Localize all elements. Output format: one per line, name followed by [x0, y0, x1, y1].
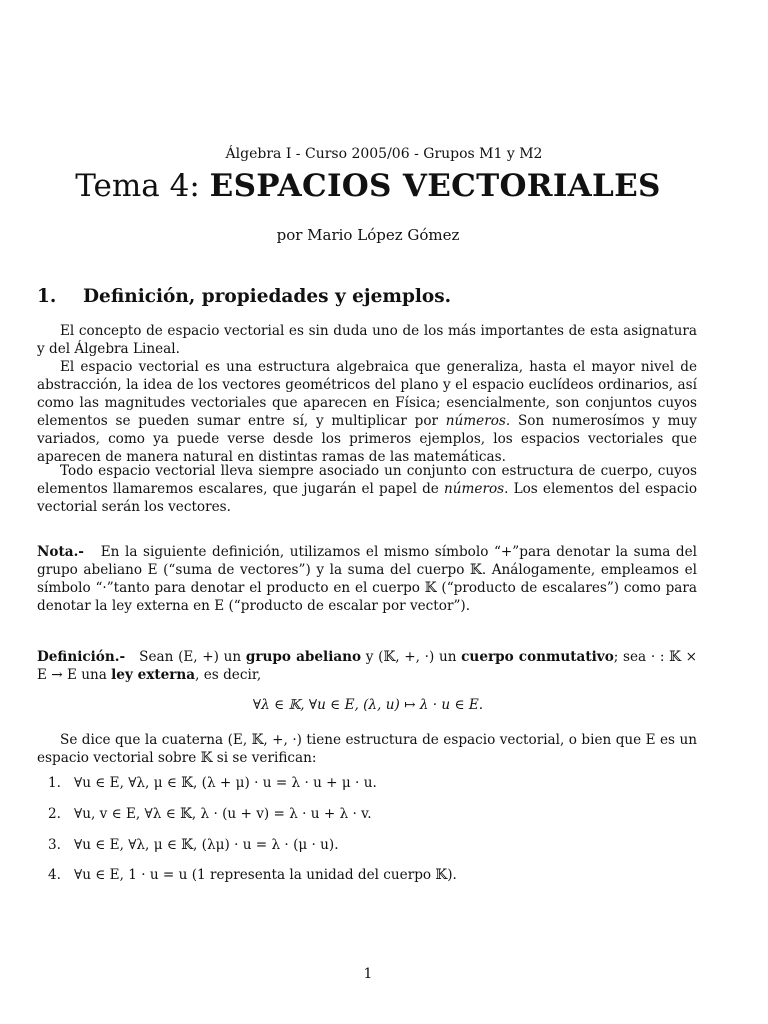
- axiom-item: [48, 775, 377, 791]
- p2-text-b: . Son numerosímos y muy variados, como ya puede verse desde los primeros ejemplos, los espacios vectoriales que aparecen de manera natural en distintas ramas de las matemáticas.: [37, 413, 697, 465]
- definition-text-4: , es decir,: [195, 667, 262, 683]
- axiom-item: [48, 867, 457, 883]
- definition-text-1: Sean (E, +) un: [139, 649, 246, 665]
- p3-text-b: . Los elementos del espacio vectorial serán los vectores.: [37, 481, 698, 515]
- axiom-number: 4.: [48, 867, 61, 883]
- axiom-number: 1.: [48, 775, 61, 791]
- page-number: 1: [363, 966, 373, 982]
- definition-text-3: ; sea · : 𝕂 × E → E una: [37, 649, 697, 683]
- axiom-number: 3.: [48, 837, 61, 853]
- p3-text-a: Todo espacio vectorial lleva siempre asociado un conjunto con estructura de cuerpo, cuyos elementos llamaremos escalares, que jugarán el papel de: [37, 463, 697, 497]
- axiom-text: ∀u ∈ E, ∀λ, μ ∈ 𝕂, (λ + μ) · u = λ · u + μ · u.: [74, 775, 377, 791]
- section-title: Definición, propiedades y ejemplos.: [83, 286, 452, 307]
- axiom-item: [48, 806, 372, 822]
- definition-term-field: cuerpo conmutativo: [461, 649, 614, 665]
- axiom-text: ∀u ∈ E, 1 · u = u (1 representa la unidad del cuerpo 𝕂).: [74, 867, 457, 883]
- axiom-item: [48, 837, 339, 853]
- definition-label: Definición.-: [37, 649, 126, 665]
- course-line: Álgebra I - Curso 2005/06 - Grupos M1 y M2: [225, 146, 543, 162]
- intro-paragraph-1: El concepto de espacio vectorial es sin duda uno de los más importantes de esta asignatura y del Álgebra Lineal.: [37, 323, 697, 357]
- axiom-text: ∀u, v ∈ E, ∀λ ∈ 𝕂, λ · (u + v) = λ · u + λ · v.: [74, 806, 372, 822]
- author-line: por Mario López Gómez: [276, 226, 460, 244]
- definition-block: [37, 648, 697, 684]
- p2-emphasis: números: [445, 413, 506, 429]
- intro-paragraph-2: [37, 358, 697, 466]
- definition-term-law: ley externa: [111, 667, 196, 683]
- note-text: En la siguiente definición, utilizamos el mismo símbolo “+”para denotar la suma del grupo abeliano E (“suma de vectores”) y la suma del cuerpo 𝕂. Análogamente, empleamos el símbolo “·”tanto para denotar el producto en el cuerpo 𝕂 (“producto de escalares”) como para denotar la ley externa en E (“producto de escalar por vector”).: [37, 544, 697, 614]
- page-title: [0, 168, 736, 204]
- definition-text-2: y (𝕂, +, ·) un: [361, 649, 462, 665]
- axiom-number: 2.: [48, 806, 61, 822]
- title-prefix: Tema 4:: [75, 168, 210, 204]
- note-block: [37, 543, 697, 615]
- title-main: ESPACIOS VECTORIALES: [209, 168, 661, 204]
- definition-term-group: grupo abeliano: [245, 649, 362, 665]
- p2-text-a: El espacio vectorial es una estructura algebraica que generaliza, hasta el mayor nivel de abstracción, la idea de los vectores geométricos del plano y el espacio euclídeos ordinarios, así como las magnitudes vectoriales que aparecen en Física; esencialmente, son conjuntos cuyos elementos se pueden sumar entre sí, y multiplicar por: [37, 359, 697, 429]
- section-number: 1.: [37, 286, 57, 307]
- section-heading: [37, 286, 451, 307]
- display-formula: ∀λ ∈ 𝕂, ∀u ∈ E, (λ, u) ↦ λ · u ∈ E.: [252, 697, 484, 713]
- note-label: Nota.-: [37, 544, 84, 560]
- p3-emphasis: números: [444, 481, 505, 497]
- intro-paragraph-3: [37, 462, 697, 516]
- definition-paragraph: Se dice que la cuaterna (E, 𝕂, +, ·) tiene estructura de espacio vectorial, o bien que E es un espacio vectorial sobre 𝕂 si se verifican:: [37, 732, 697, 766]
- axiom-text: ∀u ∈ E, ∀λ, μ ∈ 𝕂, (λμ) · u = λ · (μ · u).: [74, 837, 339, 853]
